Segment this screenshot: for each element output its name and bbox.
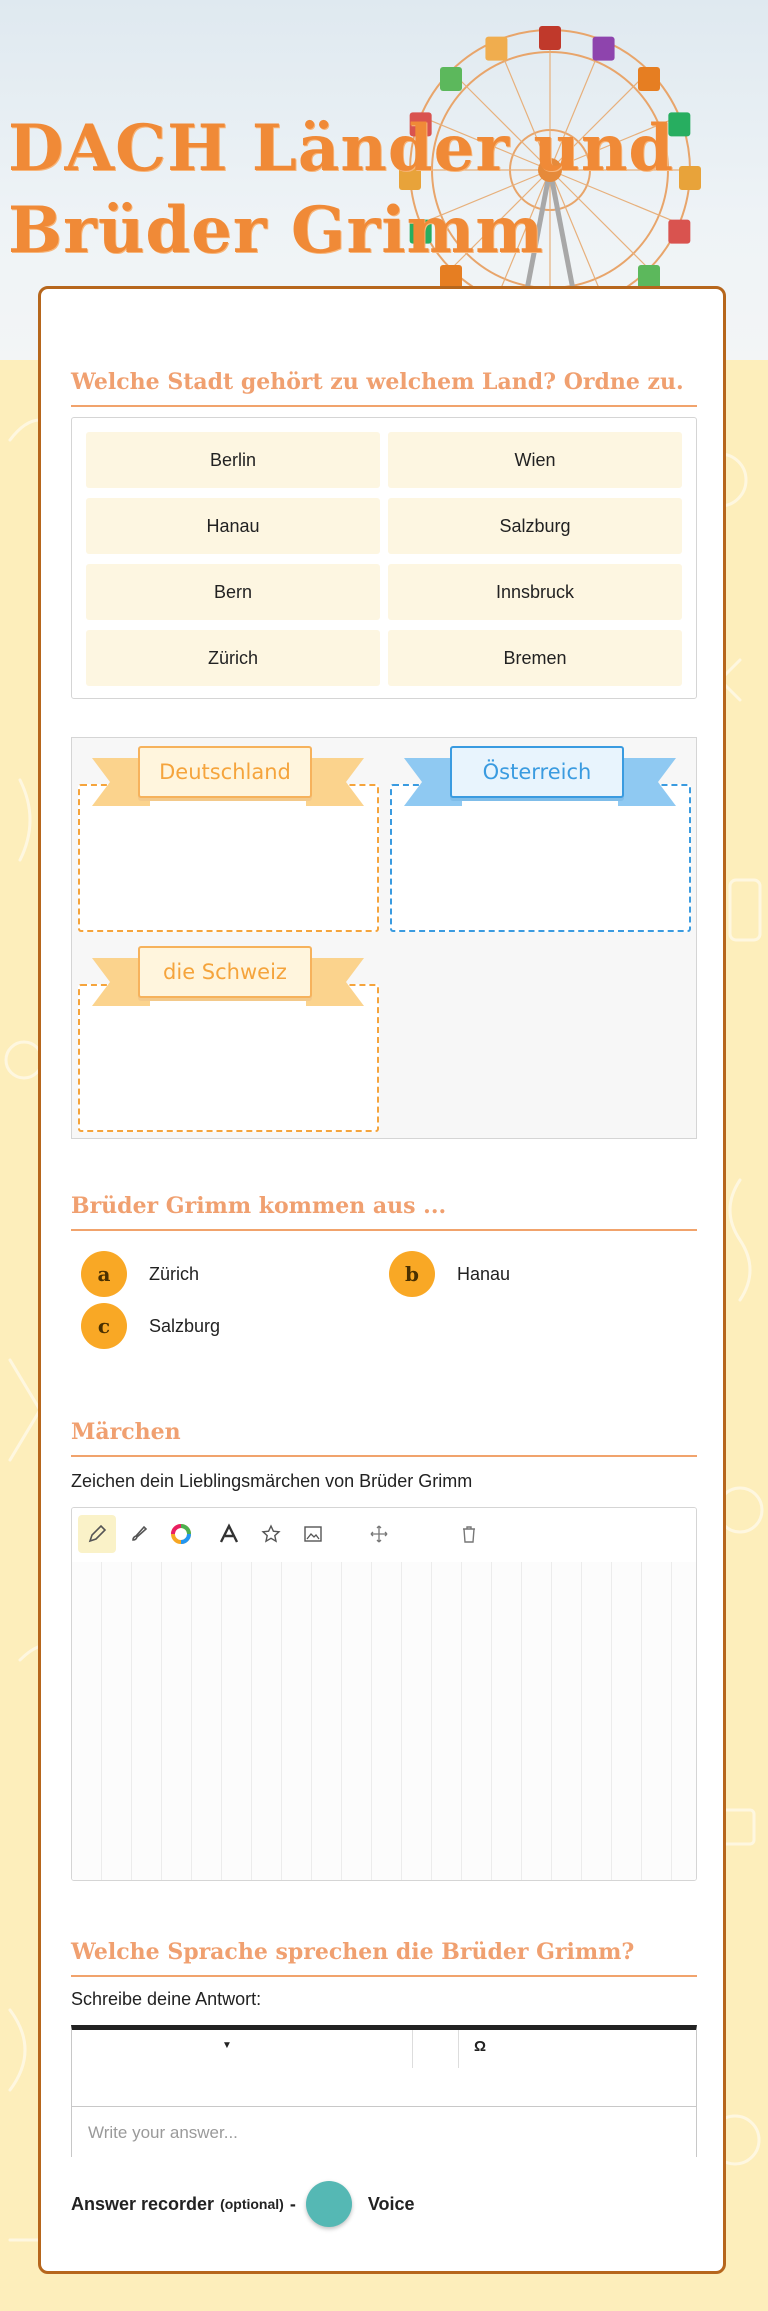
wheel-cabin <box>485 37 507 61</box>
quiz-title: Brüder Grimm kommen aus ... <box>71 1193 697 1231</box>
option-letter-c: c <box>81 1303 127 1349</box>
match-item-wien[interactable]: Wien <box>388 432 682 488</box>
match-item-pool <box>71 417 697 699</box>
trash-icon[interactable] <box>450 1515 488 1553</box>
match-item-bremen[interactable]: Bremen <box>388 630 682 686</box>
match-item-zurich[interactable]: Zürich <box>86 630 380 686</box>
color-wheel-icon[interactable] <box>162 1515 200 1553</box>
match-item-berlin[interactable]: Berlin <box>86 432 380 488</box>
quiz-option-b[interactable] <box>389 1251 510 1297</box>
drop-zone-area <box>71 737 697 1139</box>
match-item-hanau[interactable]: Hanau <box>86 498 380 554</box>
option-label-a: Zürich <box>149 1263 200 1284</box>
text-icon[interactable] <box>210 1515 248 1553</box>
drawing-toolbar <box>72 1508 696 1563</box>
dropdown-arrow-icon[interactable]: ▼ <box>222 2040 232 2051</box>
zone-label-deutschland: Deutschland <box>138 746 312 798</box>
toolbar-divider <box>412 2030 413 2068</box>
voice-label: Voice <box>367 2193 415 2214</box>
drawing-board <box>71 1507 697 1881</box>
worksheet-card <box>38 286 726 2274</box>
zone-label-osterreich: Österreich <box>450 746 624 798</box>
wheel-cabin <box>679 166 701 190</box>
answer-input[interactable] <box>72 2106 696 2158</box>
wheel-cabin <box>539 26 561 50</box>
recorder-dash: - <box>289 2193 296 2214</box>
drawing-title: Märchen <box>71 1419 697 1457</box>
voice-record-button[interactable] <box>306 2181 352 2227</box>
option-letter-b: b <box>389 1251 435 1297</box>
match-section-title: Welche Stadt gehört zu welchem Land? Ordne zu. <box>71 369 697 407</box>
page-title-line2: Brüder Grimm <box>8 193 544 268</box>
quiz-option-a[interactable] <box>81 1251 199 1297</box>
option-label-c: Salzburg <box>149 1315 221 1336</box>
quiz-option-c[interactable] <box>81 1303 220 1349</box>
special-char-button[interactable]: Ω <box>474 2038 487 2055</box>
pencil-icon[interactable] <box>78 1515 116 1553</box>
match-item-salzburg[interactable]: Salzburg <box>388 498 682 554</box>
star-icon[interactable] <box>252 1515 290 1553</box>
editor-toolbar <box>72 2030 696 2068</box>
open-question-title: Welche Sprache sprechen die Brüder Grimm? <box>71 1939 697 1977</box>
recorder-label: Answer recorder <box>71 2193 215 2214</box>
option-letter-a: a <box>81 1251 127 1297</box>
toolbar-divider <box>458 2030 459 2068</box>
drawing-canvas[interactable] <box>72 1562 696 1880</box>
recorder-optional: (optional) <box>220 2196 284 2212</box>
answer-recorder <box>71 2179 415 2229</box>
option-label-b: Hanau <box>457 1263 511 1284</box>
match-item-innsbruck[interactable]: Innsbruck <box>388 564 682 620</box>
answer-editor <box>71 2025 697 2157</box>
wheel-cabin <box>593 37 615 61</box>
wheel-cabin <box>638 67 660 91</box>
zone-label-schweiz: die Schweiz <box>138 946 312 998</box>
brush-icon[interactable] <box>120 1515 158 1553</box>
image-icon[interactable] <box>294 1515 332 1553</box>
move-icon[interactable] <box>360 1515 398 1553</box>
match-item-bern[interactable]: Bern <box>86 564 380 620</box>
page-title-line1: DACH Länder und <box>8 111 675 186</box>
wheel-cabin <box>440 67 462 91</box>
open-question-prompt: Schreibe deine Antwort: <box>71 1989 262 2009</box>
page-title <box>8 108 674 272</box>
drawing-prompt: Zeichen dein Lieblingsmärchen von Brüder Grimm <box>71 1471 473 1491</box>
